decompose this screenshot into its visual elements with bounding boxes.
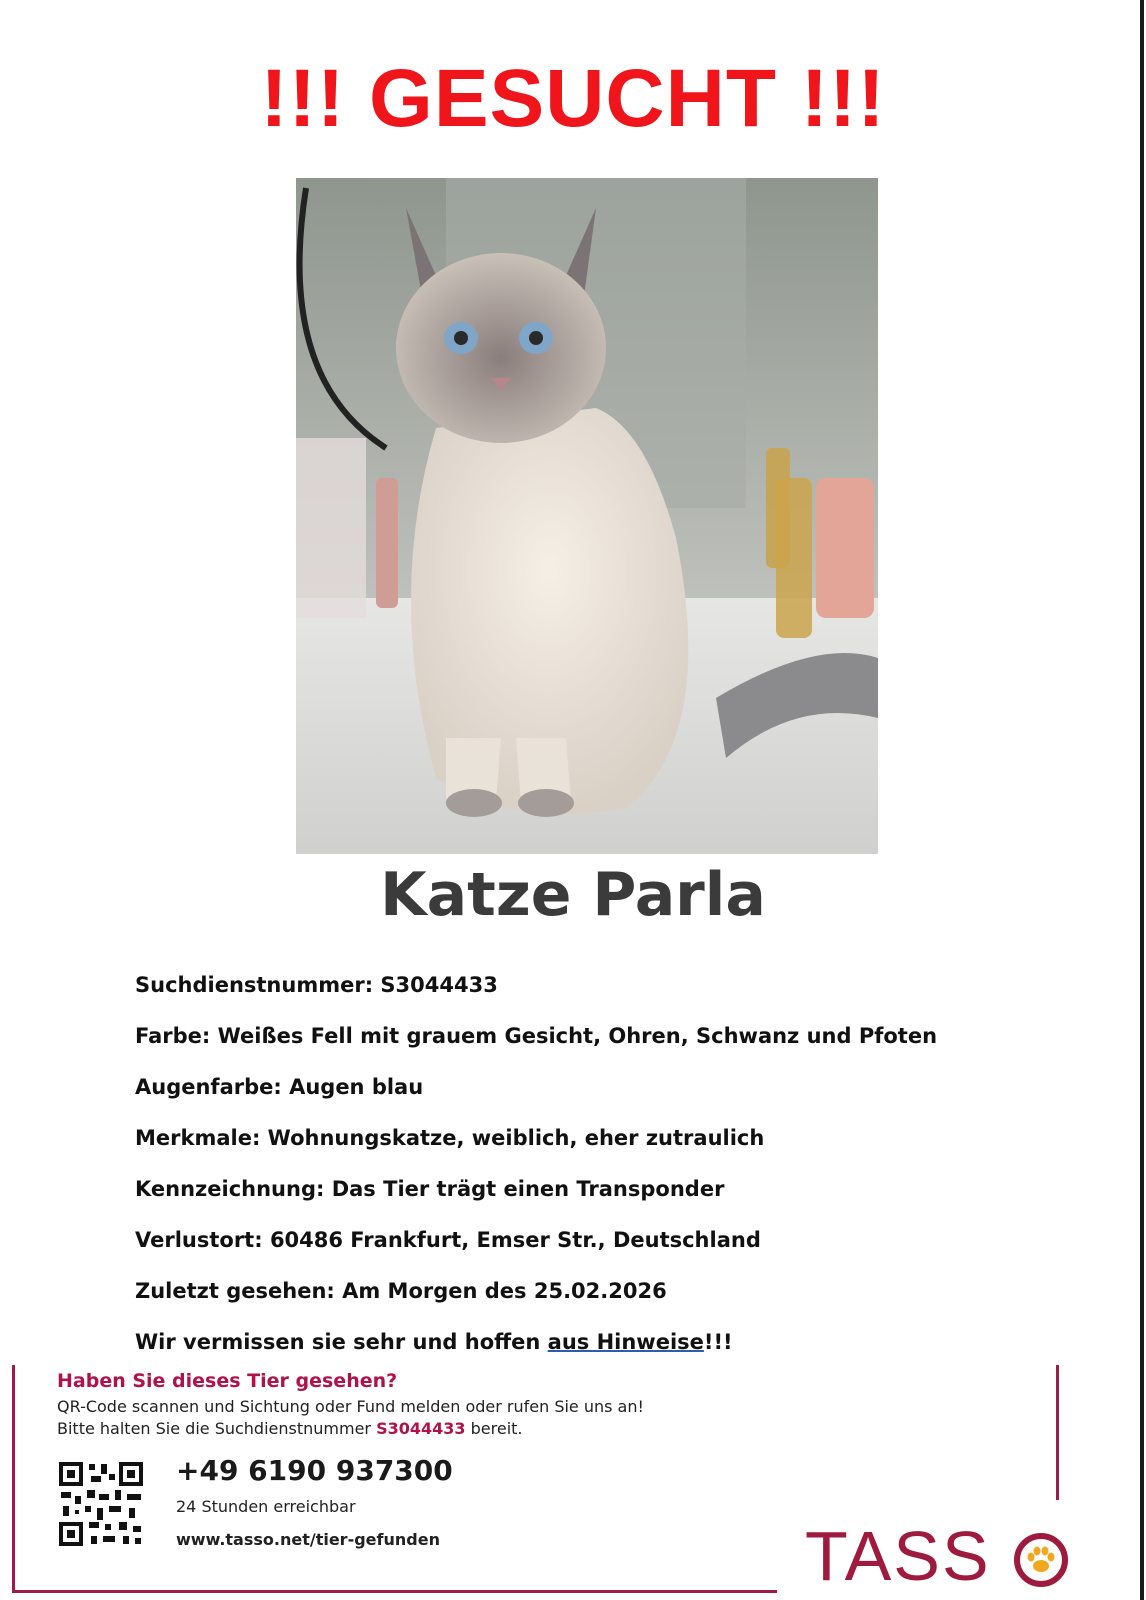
detail-value: 60486 Frankfurt, Emser Str., Deutschland: [269, 1228, 761, 1252]
detail-search-number: [135, 970, 1035, 1021]
footer-frame-bottom: [12, 1590, 777, 1593]
qr-code[interactable]: [57, 1460, 145, 1548]
detail-value: Das Tier trägt einen Transponder: [331, 1177, 725, 1201]
footer-reference-end: bereit.: [465, 1419, 523, 1438]
cat-photo: [296, 178, 878, 854]
tasso-logo: TASS: [805, 1517, 991, 1595]
detail-label: Kennzeichnung:: [135, 1177, 325, 1201]
detail-eye-color: [135, 1072, 1035, 1123]
detail-label: Farbe:: [135, 1024, 211, 1048]
footer-reference: [57, 1419, 777, 1438]
footer-search-number: S3044433: [376, 1419, 466, 1438]
detail-marking: [135, 1174, 1035, 1225]
detail-value: S3044433: [380, 973, 498, 997]
footer-frame-left: [12, 1365, 15, 1593]
footer-question: Haben Sie dieses Tier gesehen?: [57, 1370, 398, 1392]
closing-underlined: aus Hinweise: [547, 1330, 704, 1354]
detail-label: Merkmale:: [135, 1126, 261, 1150]
website-link[interactable]: www.tasso.net/tier-gefunden: [176, 1530, 440, 1549]
detail-value: Wohnungskatze, weiblich, eher zutraulich: [267, 1126, 765, 1150]
detail-label: Suchdienstnummer:: [135, 973, 374, 997]
pet-name: Katze Parla: [380, 860, 766, 930]
footer-frame-right: [1056, 1365, 1059, 1500]
detail-features: [135, 1123, 1035, 1174]
closing-exclaim: !!!: [703, 1330, 733, 1354]
footer-reference-text: Bitte halten Sie die Suchdienstnummer: [57, 1419, 377, 1438]
detail-value: Augen blau: [289, 1075, 424, 1099]
paw-in-circle-icon: [1012, 1531, 1070, 1589]
detail-value: Am Morgen des 25.02.2026: [342, 1279, 667, 1303]
detail-location: [135, 1225, 1035, 1276]
availability-text: 24 Stunden erreichbar: [176, 1497, 356, 1516]
detail-label: Augenfarbe:: [135, 1075, 282, 1099]
closing-text: Wir vermissen sie sehr und hoffen: [135, 1330, 548, 1354]
headline: !!! GESUCHT !!!: [260, 53, 886, 144]
page-edge: [1140, 0, 1144, 1600]
detail-label: Zuletzt gesehen:: [135, 1279, 335, 1303]
footer-instruction: QR-Code scannen und Sichtung oder Fund melden oder rufen Sie uns an!: [57, 1397, 644, 1416]
details-list: [135, 970, 1035, 1378]
detail-last-seen: [135, 1276, 1035, 1327]
detail-value: Weißes Fell mit grauem Gesicht, Ohren, Schwanz und Pfoten: [217, 1024, 938, 1048]
detail-color: [135, 1021, 1035, 1072]
phone-number[interactable]: +49 6190 937300: [176, 1454, 453, 1487]
detail-label: Verlustort:: [135, 1228, 263, 1252]
